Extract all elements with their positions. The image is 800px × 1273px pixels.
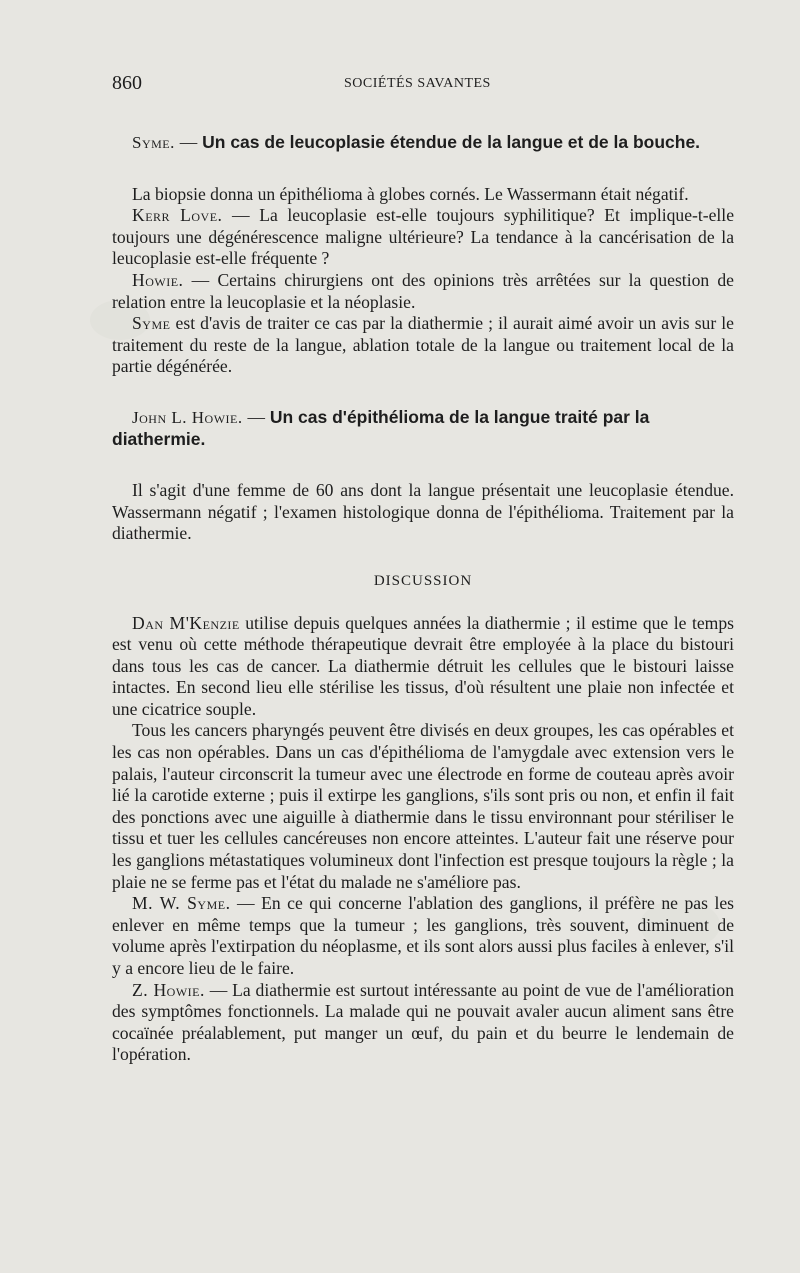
section-heading: DISCUSSION	[373, 572, 473, 589]
paragraph-text: Tous les cancers pharyngés peuvent être divisés en deux groupes, les cas opérables et les cas non opérables. Dans un cas d'épithélioma de l'amygdale avec extension vers le palais, l'auteur circonscrit la tumeur avec une électrode en forme de couteau après avoir lié la carotide externe ; puis il extirpe les ganglions, s'ils sont pris ou non, et enfin il fait des ponctions avec une aiguille à diathermie dans le tissu environnant pour stériliser le tissu et tuer les cellules cancéreuses non encore atteintes. L'auteur fait une réserve pour les ganglions métastatiques volumineux dont l'infection est presque toujours la règle ; la plaie ne se ferme pas et l'état du malade ne s'améliore pas.	[112, 720, 734, 892]
running-head: SOCIÉTÉS SAVANTES	[344, 76, 491, 91]
speaker-name: Kerr Love.	[132, 205, 223, 226]
speaker-name: Syme	[132, 313, 171, 334]
speaker-name: Dan M'Kenzie	[132, 612, 240, 633]
title-dash: —	[247, 406, 265, 427]
page-header	[112, 72, 732, 96]
speaker-name: Howie.	[132, 269, 184, 290]
paragraph	[112, 893, 734, 979]
case-title-1	[112, 132, 734, 154]
page-content	[112, 128, 734, 1066]
paragraph	[112, 184, 734, 206]
paragraph	[112, 720, 734, 893]
paragraph-text: — En ce qui concerne l'ablation des ganglions, il préfère ne pas les enlever en même temps que la tumeur ; les ganglions, très souvent, diminuent de volume après l'extirpation du néoplasme, et ils sont alors aussi plus faciles à enlever, s'il y a encore lieu de le faire.	[112, 893, 734, 978]
case-title-text-2: Un cas d'épithélioma de la langue traité par la diathermie.	[112, 406, 650, 449]
paragraph	[112, 980, 734, 1066]
case-author-1: Syme.	[132, 133, 175, 152]
paragraph-text: Il s'agit d'une femme de 60 ans dont la langue présentait une leucoplasie étendue. Wassermann négatif ; l'examen histologique donna de l'épithélioma. Traitement par la diathermie.	[112, 480, 734, 544]
paragraph	[112, 613, 734, 721]
paragraph-text: La biopsie donna un épithélioma à globes cornés. Le Wassermann était négatif.	[132, 183, 689, 204]
page-number: 860	[112, 72, 142, 94]
paragraph	[112, 313, 734, 378]
case-title-2	[112, 407, 734, 450]
case-title-text-1: Un cas de leucoplasie étendue de la langue et de la bouche.	[202, 132, 701, 152]
paragraph	[112, 480, 734, 545]
paragraph-text: est d'avis de traiter ce cas par la diathermie ; il aurait aimé avoir un avis sur le traitement du reste de la langue, ablation totale de la langue ou traitement local de la partie dégénérée.	[112, 313, 734, 377]
paragraph-text: utilise depuis quelques années la diathermie ; il estime que le temps est venu où cette méthode thérapeutique devrait être employée à la place du bistouri dans tous les cas de cancer. La diathermie détruit les cellules que le bistouri laisse intactes. En second lieu elle stérilise les tissus, d'où résultent une plaie non infectée et une cicatrice souple.	[112, 612, 734, 719]
case-author-2: John L. Howie.	[132, 407, 243, 427]
paragraph	[112, 205, 734, 270]
paragraph-text: — La diathermie est surtout intéressante au point de vue de l'amélioration des symptômes fonctionnels. La malade qui ne pouvait avaler aucun aliment sans être cocaïnée préalablement, put manger un œuf, du pain et du beurre le lendemain de l'opération.	[112, 979, 735, 1065]
speaker-name: Z. Howie.	[132, 979, 205, 1000]
speaker-name: M. W. Syme.	[132, 893, 231, 914]
title-dash: —	[179, 132, 198, 152]
paragraph-text: — La leucoplasie est-elle toujours syphilitique? Et implique-t-elle toujours une dégénérescence maligne ultérieure? La tendance à la cancérisation de la leucoplasie est-elle fréquente ?	[112, 205, 735, 269]
paragraph-text: — Certains chirurgiens ont des opinions très arrêtées sur la question de relation entre la leucoplasie et la néoplasie.	[112, 269, 734, 312]
paragraph	[112, 270, 734, 313]
